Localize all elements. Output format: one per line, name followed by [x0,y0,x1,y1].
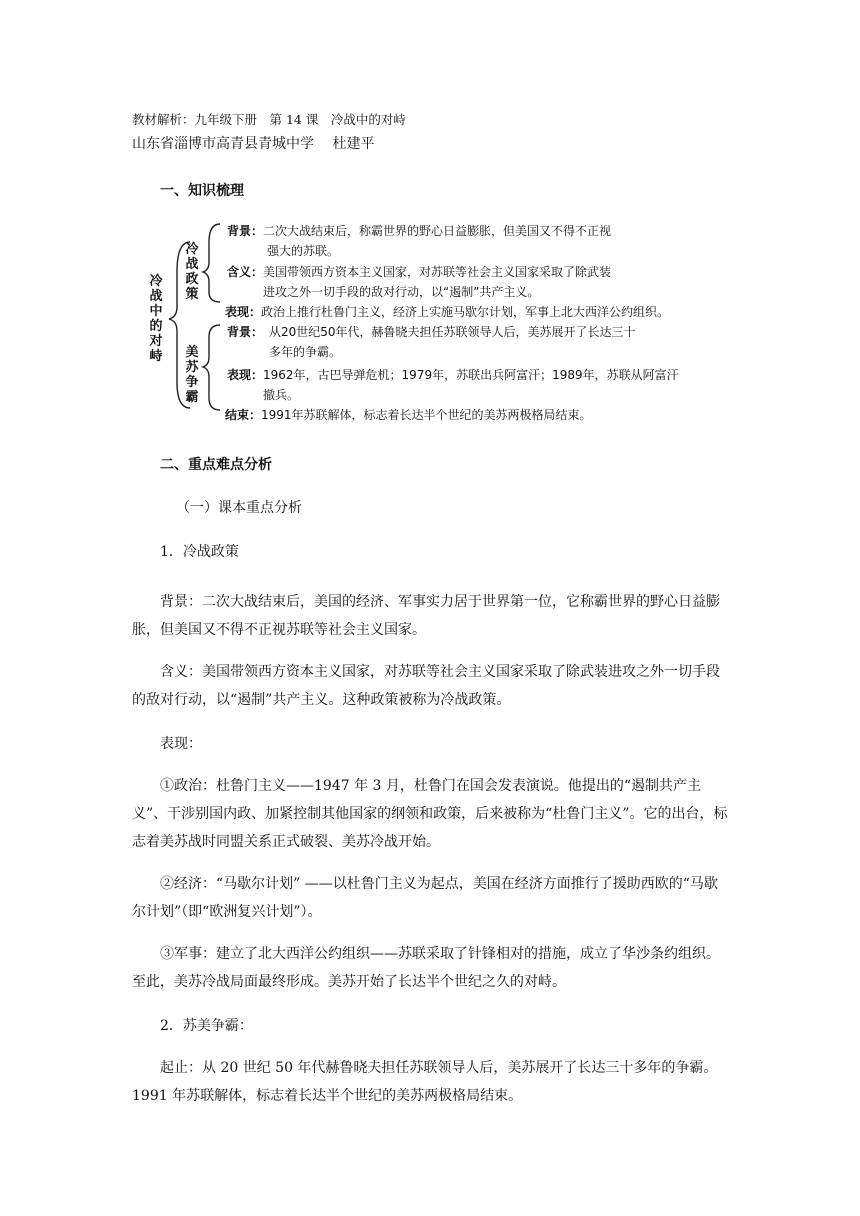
b1-bg-text-2: 强大的苏联。 [267,244,340,258]
b2-show-text-2: 撤兵。 [263,388,300,402]
paragraph-rivalry: 起止：从 20 世纪 50 年代赫鲁晓夫担任苏联领导人后，美苏展开了长达三十多年的争霸。1991 年苏联解体，标志着长达半个世纪的美苏两极格局结束。 [132,1060,718,1104]
b2-show-text-1: 1962年，古巴导弹危机；1979年，苏联出兵阿富汗；1989年，苏联从阿富汗 [263,368,679,382]
paragraph-definition: 含义：美国带领西方资本主义国家，对苏联等社会主义国家采取了除武装进攻之外一切手段的敌对行动，以“遏制”共产主义。这种政策被称为冷战政策。 [132,664,720,708]
paragraph-military: ③军事：建立了北大西洋公约组织——苏联采取了针锋相对的措施，成立了华沙条约组织。至此，美苏冷战局面最终形成。美苏开始了长达半个世纪之久的对峙。 [132,946,720,990]
mind-map-branch-cold-war: 冷战政策 [185,242,199,302]
paragraph-economy: ②经济：“马歇尔计划” ——以杜鲁门主义为起点，美国在经济方面推行了援助西欧的“马歇尔计划”（即“欧洲复兴计划”）。 [132,876,718,920]
paragraph-background: 背景：二次大战结束后，美国的经济、军事实力居于世界第一位，它称霸世界的野心日益膨胀，但美国又不得不正视苏联等社会主义国家。 [132,594,720,638]
b2-bg-label: 背景： [227,325,264,339]
b2-bg-text-1: 从20世纪50年代，赫鲁晓夫担任苏联领导人后，美苏展开了长达三十 [269,325,636,339]
b1-show-text: 政治上推行杜鲁门主义，经济上实施马歇尔计划，军事上北大西洋公约组织。 [261,305,670,319]
mind-map [145,212,705,427]
b1-bg-label: 背景： [227,224,264,238]
mind-map-branch-rivalry: 美苏争霸 [185,345,199,405]
section-heading-2: 二、重点难点分析 [160,457,272,473]
b1-def-text-2: 进攻之外一切手段的敌对行动，以“遏制”共产主义。 [263,285,540,299]
topic-rivalry: 2．苏美争霸： [160,1018,253,1034]
b2-show-label: 表现： [227,368,264,382]
b2-end-label: 结束： [225,408,262,422]
author-line: 山东省淄博市高青县青城中学 杜建平 [132,136,375,152]
paragraph-politics: ①政治：杜鲁门主义——1947 年 3 月，杜鲁门在国会发表演说。他提出的“遏制共产主义”、干涉别国内政、加紧控制其他国家的纲领和政策，后来被称为“杜鲁门主义”。它的出台，标志着美苏战时同盟关系正式破裂、美苏冷战开始。 [132,778,728,850]
b1-show-label: 表现： [225,305,262,319]
b2-end-text: 1991年苏联解体，标志着长达半个世纪的美苏两极格局结束。 [261,408,592,422]
subsection-heading: （一）课本重点分析 [176,500,302,516]
b1-bg-text-1: 二次大战结束后，称霸世界的野心日益膨胀，但美国又不得不正视 [263,224,612,238]
section-heading-1: 一、知识梳理 [160,183,244,199]
document-meta: 教材解析：九年级下册 第 14 课 冷战中的对峙 [132,112,406,127]
b1-def-label: 含义： [227,265,264,279]
b1-def-text-1: 美国带领西方资本主义国家，对苏联等社会主义国家采取了除武装 [263,265,612,279]
paragraph-manifestation: 表现： [160,736,202,752]
topic-cold-war-policy: 1．冷战政策 [160,544,239,560]
mind-map-root: 冷战中的对峙 [149,274,163,364]
b2-bg-text-2: 多年的争霸。 [269,345,342,359]
